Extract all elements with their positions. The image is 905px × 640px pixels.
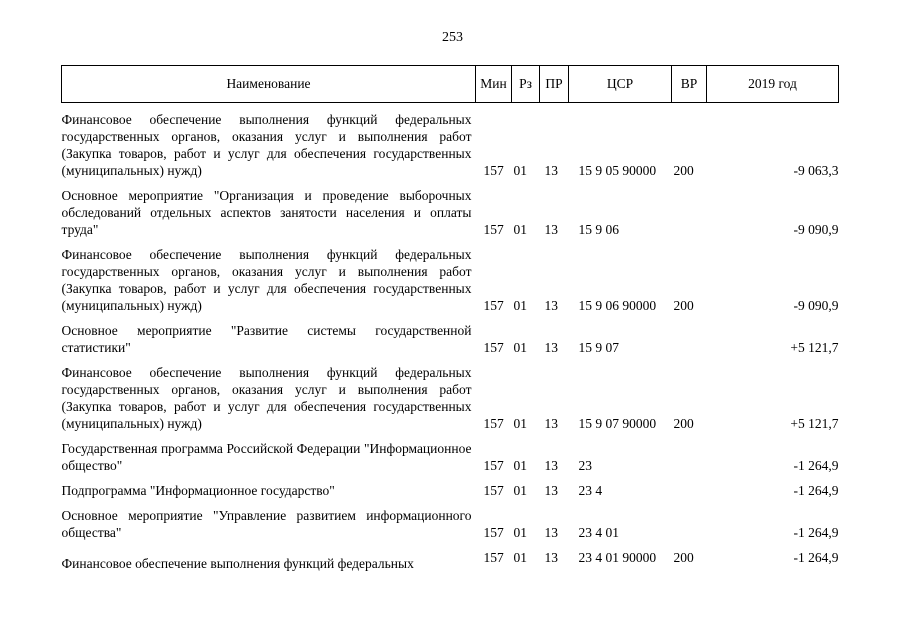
row-name: Государственная программа Российской Федерации "Информационное общество" bbox=[61, 441, 472, 473]
row-pr: 13 bbox=[544, 222, 558, 237]
row-pr: 13 bbox=[544, 163, 558, 178]
table-row bbox=[62, 482, 839, 499]
row-name: Финансовое обеспечение выполнения функций федеральных государственных органов, оказания услуг и выполнения работ (Закупка товаров, работ и услуг для обеспечения государственных (муниципальных) нужд) bbox=[61, 247, 472, 313]
header-csr: ЦСР bbox=[569, 66, 672, 103]
row-min: 157 bbox=[483, 163, 504, 178]
row-rz: 01 bbox=[513, 222, 527, 237]
table-row bbox=[62, 246, 839, 314]
header-year: 2019 год bbox=[707, 66, 839, 103]
header-pr: ПР bbox=[540, 66, 569, 103]
row-amount: -1 264,9 bbox=[793, 483, 839, 498]
row-min: 157 bbox=[483, 416, 504, 431]
row-pr: 13 bbox=[544, 298, 558, 313]
row-amount: +5 121,7 bbox=[790, 340, 839, 355]
row-min: 157 bbox=[483, 483, 504, 498]
row-rz: 01 bbox=[513, 416, 527, 431]
row-name: Подпрограмма "Информационное государство" bbox=[61, 483, 335, 498]
row-csr: 15 9 07 90000 bbox=[578, 416, 657, 431]
header-min: Мин bbox=[476, 66, 512, 103]
row-vr bbox=[672, 187, 707, 238]
row-min: 157 bbox=[483, 298, 504, 313]
table-row bbox=[62, 187, 839, 238]
row-rz: 01 bbox=[513, 550, 527, 565]
row-rz: 01 bbox=[513, 298, 527, 313]
row-rz: 01 bbox=[513, 525, 527, 540]
row-csr: 15 9 06 90000 bbox=[578, 298, 657, 313]
row-pr: 13 bbox=[544, 483, 558, 498]
row-amount: -1 264,9 bbox=[793, 458, 839, 473]
row-rz: 01 bbox=[513, 340, 527, 355]
header-name: Наименование bbox=[62, 66, 476, 103]
row-min: 157 bbox=[483, 525, 504, 540]
row-vr bbox=[672, 440, 707, 474]
row-name: Финансовое обеспечение выполнения функций федеральных bbox=[61, 556, 414, 571]
page-number: 253 bbox=[442, 30, 463, 45]
row-vr bbox=[672, 507, 707, 541]
row-pr: 13 bbox=[544, 525, 558, 540]
row-vr bbox=[672, 322, 707, 356]
row-amount: +5 121,7 bbox=[790, 416, 839, 431]
row-rz: 01 bbox=[513, 458, 527, 473]
row-pr: 13 bbox=[544, 550, 558, 565]
row-name: Финансовое обеспечение выполнения функций федеральных государственных органов, оказания услуг и выполнения работ (Закупка товаров, работ и услуг для обеспечения государственных (муниципальных) нужд) bbox=[61, 112, 472, 178]
table-row bbox=[62, 549, 839, 572]
row-csr: 23 4 01 bbox=[578, 525, 619, 540]
row-csr: 23 bbox=[578, 458, 592, 473]
row-min: 157 bbox=[483, 340, 504, 355]
table-header-row bbox=[62, 66, 839, 103]
row-csr: 15 9 06 bbox=[578, 222, 619, 237]
row-pr: 13 bbox=[544, 416, 558, 431]
table-row bbox=[62, 364, 839, 432]
row-name: Основное мероприятие "Управление развитием информационного общества" bbox=[61, 508, 472, 540]
row-pr: 13 bbox=[544, 340, 558, 355]
row-rz: 01 bbox=[513, 163, 527, 178]
row-rz: 01 bbox=[513, 483, 527, 498]
row-amount: -9 063,3 bbox=[793, 163, 839, 178]
table-row bbox=[62, 111, 839, 179]
budget-table bbox=[61, 65, 839, 572]
row-csr: 15 9 07 bbox=[578, 340, 619, 355]
table-row bbox=[62, 440, 839, 474]
row-amount: -1 264,9 bbox=[793, 525, 839, 540]
row-amount: -9 090,9 bbox=[793, 222, 839, 237]
row-min: 157 bbox=[483, 222, 504, 237]
row-csr: 23 4 bbox=[578, 483, 603, 498]
row-min: 157 bbox=[483, 550, 504, 565]
row-amount: -1 264,9 bbox=[793, 550, 839, 565]
row-vr: 200 bbox=[673, 298, 694, 313]
row-pr: 13 bbox=[544, 458, 558, 473]
row-name: Финансовое обеспечение выполнения функций федеральных государственных органов, оказания услуг и выполнения работ (Закупка товаров, работ и услуг для обеспечения государственных (муниципальных) нужд) bbox=[61, 365, 472, 431]
row-name: Основное мероприятие "Организация и проведение выборочных обследований отдельных аспектов занятости населения и оплаты труда" bbox=[61, 188, 472, 237]
row-vr bbox=[672, 482, 707, 499]
row-vr: 200 bbox=[673, 550, 694, 565]
table-row bbox=[62, 322, 839, 356]
row-vr: 200 bbox=[673, 416, 694, 431]
row-vr: 200 bbox=[673, 163, 694, 178]
row-amount: -9 090,9 bbox=[793, 298, 839, 313]
row-name: Основное мероприятие "Развитие системы государственной статистики" bbox=[61, 323, 472, 355]
header-rz: Рз bbox=[512, 66, 540, 103]
table-row bbox=[62, 507, 839, 541]
row-csr: 23 4 01 90000 bbox=[578, 550, 657, 565]
row-csr: 15 9 05 90000 bbox=[578, 163, 657, 178]
row-min: 157 bbox=[483, 458, 504, 473]
header-vr: ВР bbox=[672, 66, 707, 103]
